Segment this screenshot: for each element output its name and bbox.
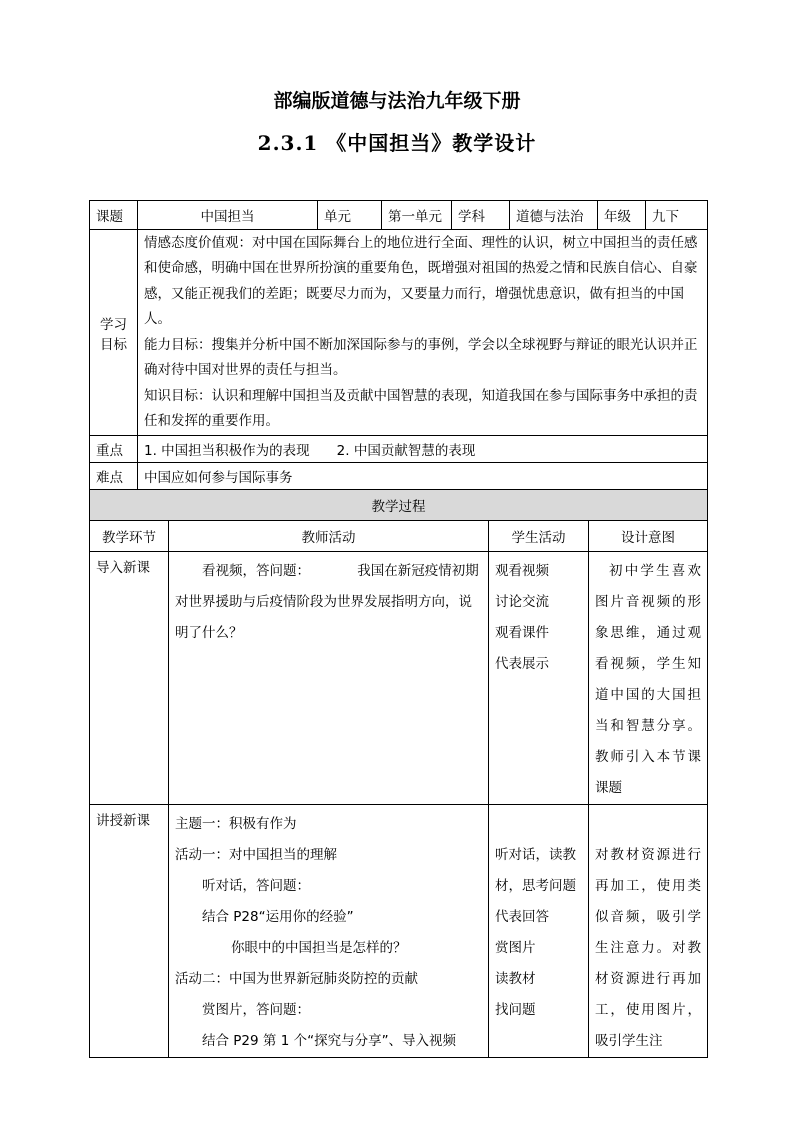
topic-value: 中国担当 xyxy=(138,201,318,230)
grade-label: 年级 xyxy=(598,201,646,230)
document-subtitle: 2.3.1 《中国担当》教学设计 xyxy=(257,131,537,155)
teacher-line: 结合 P29 第 1 个“探究与分享”、导入视频 xyxy=(202,1033,457,1049)
goal-ability: 能力目标：搜集并分析中国不断加深国际参与的事例，学会以全球视野与辩证的眼光认识并正确对待中国对世界的责任与担当。 xyxy=(144,336,698,378)
teacher-line: 结合 P28“运用你的经验” xyxy=(202,909,354,925)
lesson-info-table xyxy=(89,200,708,490)
teacher-line: 你眼中的中国担当是怎样的？ xyxy=(231,940,407,956)
goal-knowledge: 知识目标：认识和理解中国担当及贡献中国智慧的表现，知道我国在参与国际事务中承担的责任和发挥的重要作用。 xyxy=(144,387,698,429)
goal-attitude: 情感态度价值观：对中国在国际舞台上的地位进行全面、理性的认识，树立中国担当的责任感和使命感，明确中国在世界所扮演的重要角色，既增强对祖国的热爱之情和民族自信心、自豪感，又能正视我们的差距；既要尽力而为，又要量力而行，增强忧患意识，做有担当的中国人。 xyxy=(144,234,698,327)
difficult-point-value: 中国应如何参与国际事务 xyxy=(138,463,708,490)
key-point-value: 1. 中国担当积极作为的表现 2. 中国贡献智慧的表现 xyxy=(138,436,708,463)
grade-value: 九下 xyxy=(646,201,708,230)
header-intent: 设计意图 xyxy=(589,521,708,552)
student-intro-line: 代表展示 xyxy=(495,656,549,672)
topic-label: 课题 xyxy=(90,201,138,230)
header-teacher: 教师活动 xyxy=(169,521,489,552)
teacher-intro-text: 看视频，答问题： 我国在新冠疫情初期对世界援助与后疫情阶段为世界发展指明方向，说明了什么？ xyxy=(175,563,479,641)
stage-intro: 导入新课 xyxy=(90,552,169,805)
header-student: 学生活动 xyxy=(489,521,589,552)
key-point-label: 重点 xyxy=(90,436,138,463)
difficult-point-label: 难点 xyxy=(90,463,138,490)
intent-teaching: 对教材资源进行再加工，使用类似音频，吸引学生注意力。对教材资源进行再加工，使用图片，吸引学生注 xyxy=(589,805,708,1058)
subject-label: 学科 xyxy=(452,201,510,230)
process-title: 教学过程 xyxy=(90,490,708,521)
student-intro-line: 观看视频 xyxy=(495,563,549,579)
student-intro-line: 讨论交流 xyxy=(495,594,549,610)
student-teaching-line: 找问题 xyxy=(495,1002,536,1018)
student-teaching-line: 读教材 xyxy=(495,971,536,987)
unit-label: 单元 xyxy=(318,201,382,230)
teacher-teaching xyxy=(169,805,489,1058)
goals-content xyxy=(138,230,708,436)
goals-label: 学习目标 xyxy=(90,230,138,436)
student-intro xyxy=(489,552,589,805)
student-teaching-line: 赏图片 xyxy=(495,940,536,956)
stage-teaching: 讲授新课 xyxy=(90,805,169,1058)
teacher-line: 活动二：中国为世界新冠肺炎防控的贡献 xyxy=(175,971,418,987)
teacher-line: 赏图片，答问题： xyxy=(202,1002,310,1018)
teacher-line: 活动一：对中国担当的理解 xyxy=(175,847,337,863)
document-title: 部编版道德与法治九年级下册 xyxy=(273,90,521,112)
teacher-line: 听对话，答问题： xyxy=(202,878,310,894)
teacher-intro xyxy=(169,552,489,805)
teacher-line: 主题一：积极有作为 xyxy=(175,816,297,832)
student-teaching xyxy=(489,805,589,1058)
subject-value: 道德与法治 xyxy=(510,201,598,230)
header-stage: 教学环节 xyxy=(90,521,169,552)
teaching-process-table xyxy=(89,489,708,1058)
student-teaching-block: 听对话，读教材，思考问题代表回答 xyxy=(495,847,576,925)
student-intro-line: 观看课件 xyxy=(495,625,549,641)
intent-intro: 初中学生喜欢图片音视频的形象思维，通过观看视频，学生知道中国的大国担当和智慧分享。教师引入本节课课题 xyxy=(589,552,708,805)
unit-value: 第一单元 xyxy=(382,201,452,230)
